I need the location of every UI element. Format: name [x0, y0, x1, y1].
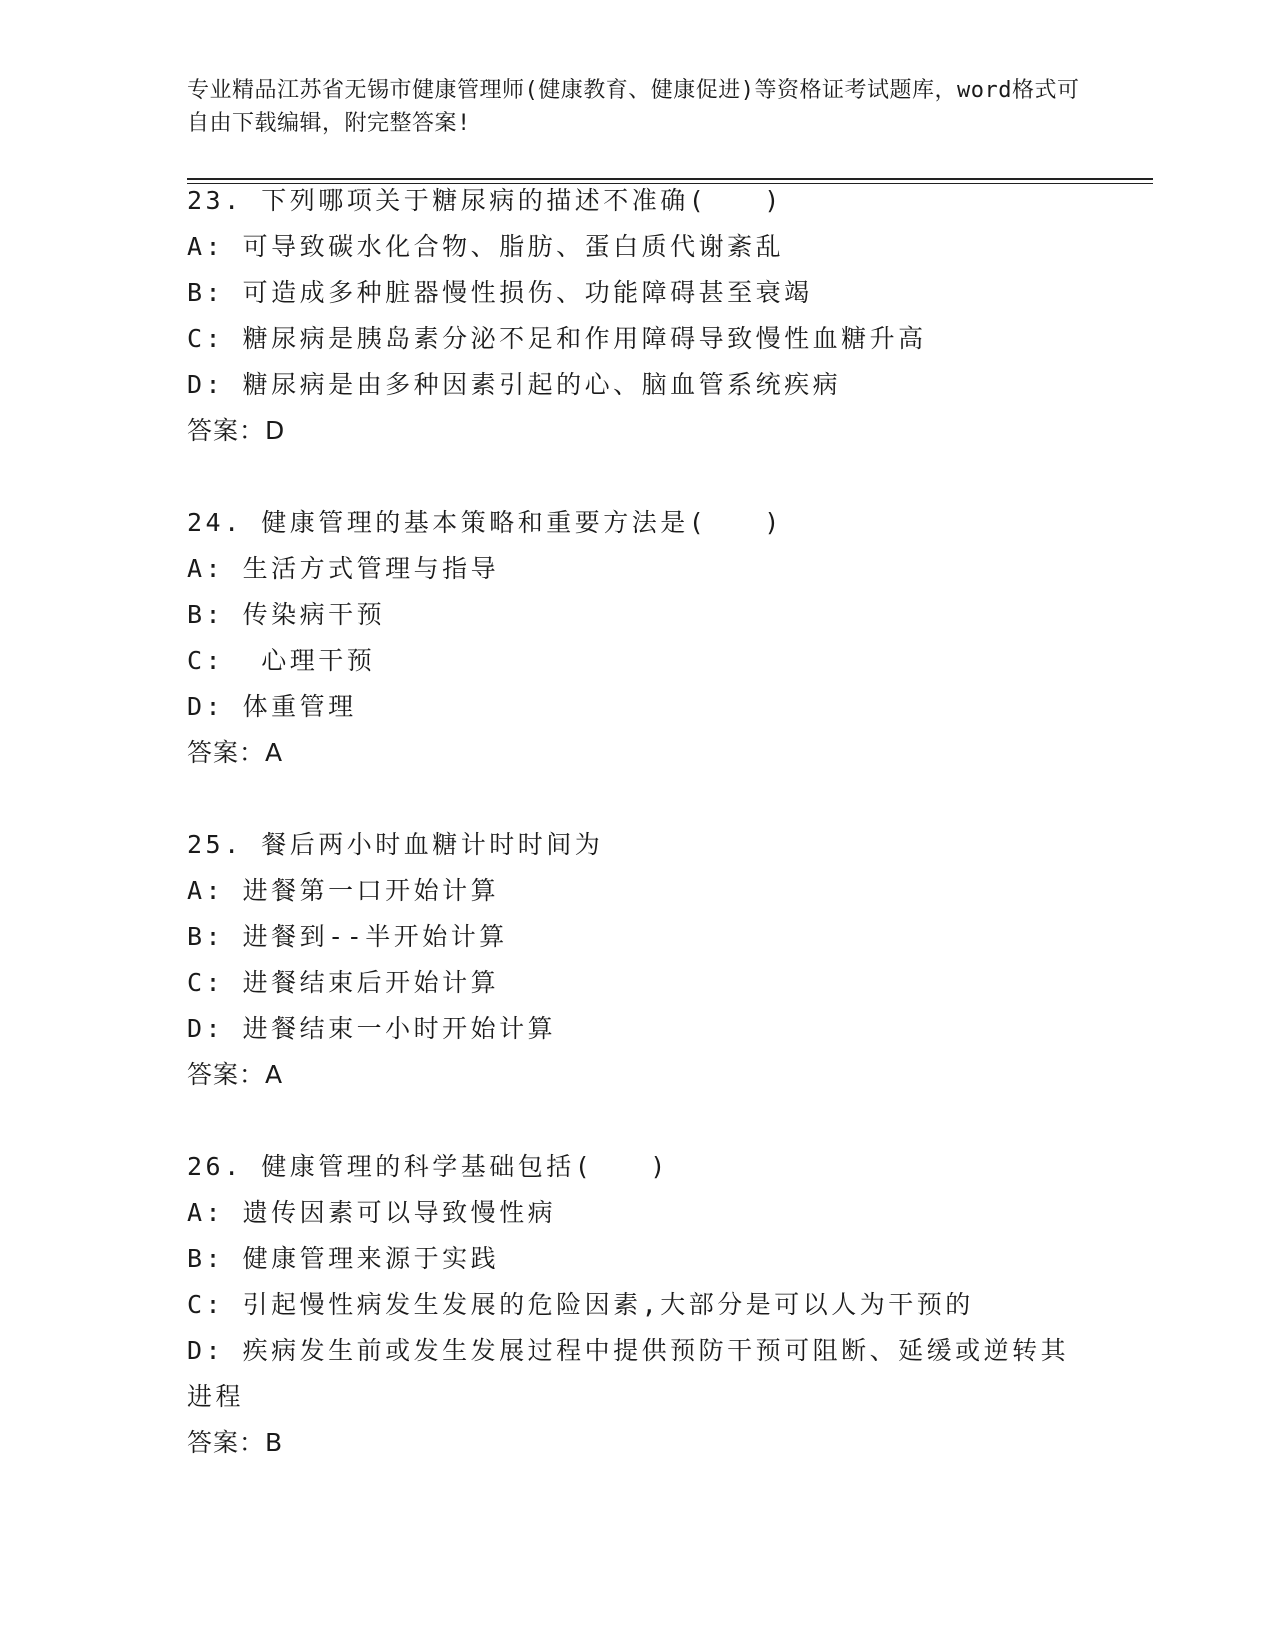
option-d: D: 进餐结束一小时开始计算 [187, 1014, 557, 1043]
question-stem: 25. 餐后两小时血糖计时时间为 [187, 830, 604, 859]
option-a: A: 遗传因素可以导致慢性病 [187, 1198, 557, 1227]
option-d: D: 疾病发生前或发生发展过程中提供预防干预可阻断、延缓或逆转其进程 [187, 1336, 1070, 1411]
question-26 [187, 1144, 1087, 1466]
question-stem: 23. 下列哪项关于糖尿病的描述不准确( ) [187, 186, 783, 215]
option-c: C: 糖尿病是胰岛素分泌不足和作用障碍导致慢性血糖升高 [187, 324, 927, 353]
option-a: A: 进餐第一口开始计算 [187, 876, 500, 905]
option-c: C: 进餐结束后开始计算 [187, 968, 500, 997]
option-d: D: 糖尿病是由多种因素引起的心、脑血管系统疾病 [187, 370, 842, 399]
question-24 [187, 500, 1087, 776]
answer-label: 答案：D [187, 416, 286, 445]
question-stem: 24. 健康管理的基本策略和重要方法是( ) [187, 508, 783, 537]
option-a: A: 可导致碳水化合物、脂肪、蛋白质代谢紊乱 [187, 232, 785, 261]
option-d: D: 体重管理 [187, 692, 357, 721]
option-b: B: 健康管理来源于实践 [187, 1244, 500, 1273]
document-header: 专业精品江苏省无锡市健康管理师(健康教育、健康促进)等资格证考试题库，word格式可自由下载编辑，附完整答案! [187, 78, 1080, 136]
option-c: C: 引起慢性病发生发展的危险因素,大部分是可以人为干预的 [187, 1290, 974, 1319]
answer-label: 答案：A [187, 1060, 284, 1089]
question-stem: 26. 健康管理的科学基础包括( ) [187, 1152, 669, 1181]
option-c: C: 心理干预 [187, 646, 376, 675]
option-a: A: 生活方式管理与指导 [187, 554, 500, 583]
option-b: B: 进餐到--半开始计算 [187, 922, 508, 951]
answer-label: 答案：B [187, 1428, 284, 1457]
answer-label: 答案：A [187, 738, 284, 767]
question-23 [187, 178, 1087, 454]
option-b: B: 可造成多种脏器慢性损伤、功能障碍甚至衰竭 [187, 278, 813, 307]
option-b: B: 传染病干预 [187, 600, 386, 629]
question-25 [187, 822, 1087, 1098]
